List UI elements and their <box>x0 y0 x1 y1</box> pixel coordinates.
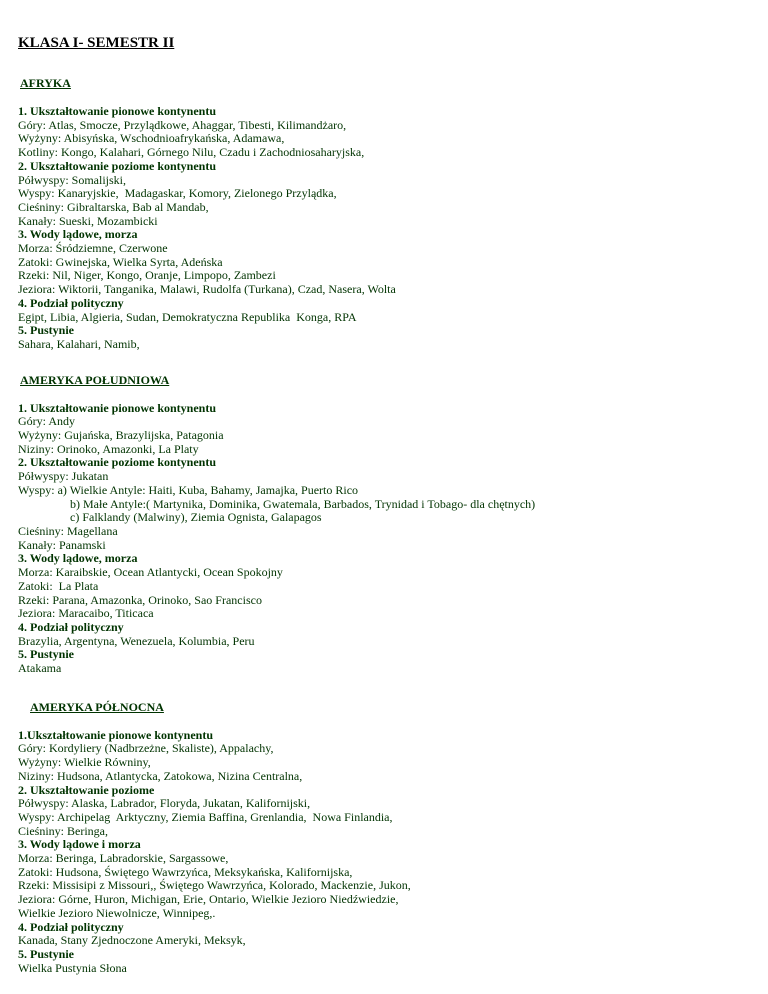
subsection-heading: 2. Ukształtowanie poziome kontynentu <box>18 158 217 173</box>
list-item: Zatoki: Gwinejska, Wielka Syrta, Adeńska <box>18 254 223 269</box>
list-item: Półwyspy: Alaska, Labrador, Floryda, Jukatan, Kalifornijski, <box>18 796 311 811</box>
section-1 <box>18 76 758 352</box>
section-heading: AFRYKA <box>20 76 71 90</box>
list-item: c) Falklandy (Malwiny), Ziemia Ognista, Galapagos <box>70 510 322 525</box>
subsection-heading: 2. Ukształtowanie poziome kontynentu <box>18 455 217 470</box>
list-item: Zatoki: Hudsona, Świętego Wawrzyńca, Meksykańska, Kalifornijska, <box>18 864 353 879</box>
list-item: Kanały: Sueski, Mozambicki <box>18 213 158 228</box>
list-item: Półwyspy: Somalijski, <box>18 172 127 187</box>
list-item: Góry: Kordyliery (Nadbrzeżne, Skaliste), Appalachy, <box>18 741 274 756</box>
list-item: Wielkie Jezioro Niewolnicze, Winnipeg,. <box>18 905 216 920</box>
list-item: Morza: Śródziemne, Czerwone <box>18 241 168 256</box>
subsection-heading: 4. Podział polityczny <box>18 919 124 934</box>
sections-container <box>18 76 758 975</box>
list-item: Półwyspy: Jukatan <box>18 469 109 484</box>
list-item: Wyżyny: Wielkie Równiny, <box>18 755 151 770</box>
list-item: Kotliny: Kongo, Kalahari, Górnego Nilu, Czadu i Zachodniosaharyjska, <box>18 145 365 160</box>
list-item: Wyżyny: Abisyńska, Wschodnioafrykańska, Adamawa, <box>18 131 285 146</box>
list-item: Niziny: Hudsona, Atlantycka, Zatokowa, Nizina Centralna, <box>18 768 303 783</box>
list-item: Morza: Beringa, Labradorskie, Sargassowe, <box>18 851 229 866</box>
list-item: Wyspy: a) Wielkie Antyle: Haiti, Kuba, Bahamy, Jamajka, Puerto Rico <box>18 482 359 497</box>
section-2 <box>18 373 758 676</box>
list-item: Wyspy: Kanaryjskie, Madagaskar, Komory, Zielonego Przylądka, <box>18 186 337 201</box>
subsection-heading: 4. Podział polityczny <box>18 619 124 634</box>
list-item: Kanały: Panamski <box>18 537 106 552</box>
section-heading: AMERYKA POŁUDNIOWA <box>20 372 170 387</box>
list-item: Góry: Andy <box>18 414 75 429</box>
list-item: Morza: Karaibskie, Ocean Atlantycki, Ocean Spokojny <box>18 565 283 580</box>
list-item: Wielka Pustynia Słona <box>18 960 127 975</box>
list-item: Cieśniny: Gibraltarska, Bab al Mandab, <box>18 199 209 214</box>
list-item: Góry: Atlas, Smocze, Przylądkowe, Ahaggar, Tibesti, Kilimandżaro, <box>18 117 347 132</box>
subsection-heading: 4. Podział polityczny <box>18 295 124 310</box>
subsection-heading: 3. Wody lądowe, morza <box>18 227 138 242</box>
list-item: Sahara, Kalahari, Namib, <box>18 336 140 351</box>
list-item: Wyżyny: Gujańska, Brazylijska, Patagonia <box>18 428 224 443</box>
subsection-heading: 1. Ukształtowanie pionowe kontynentu <box>18 400 217 415</box>
list-item: Cieśniny: Magellana <box>18 523 118 538</box>
subsection-heading: 3. Wody lądowe, morza <box>18 551 138 566</box>
subsection-heading: 3. Wody lądowe i morza <box>18 837 141 852</box>
document-page <box>18 34 758 975</box>
section-3 <box>18 700 758 976</box>
section-heading: AMERYKA PÓŁNOCNA <box>30 699 164 714</box>
list-item: Rzeki: Nil, Niger, Kongo, Oranje, Limpopo, Zambezi <box>18 268 276 283</box>
list-item: Wyspy: Archipelag Arktyczny, Ziemia Baffina, Grenlandia, Nowa Finlandia, <box>18 809 393 824</box>
list-item: Jeziora: Maracaibo, Titicaca <box>18 606 154 621</box>
document-title: KLASA I- SEMESTR II <box>18 35 175 51</box>
list-item: Zatoki: La Plata <box>18 578 99 593</box>
list-item: Rzeki: Parana, Amazonka, Orinoko, Sao Francisco <box>18 592 262 607</box>
list-item: Egipt, Libia, Algieria, Sudan, Demokratyczna Republika Konga, RPA <box>18 309 357 324</box>
list-item: Rzeki: Missisipi z Missouri,, Świętego Wawrzyńca, Kolorado, Mackenzie, Jukon, <box>18 878 411 893</box>
list-item: Jeziora: Górne, Huron, Michigan, Erie, Ontario, Wielkie Jezioro Niedźwiedzie, <box>18 892 399 907</box>
list-item: Niziny: Orinoko, Amazonki, La Platy <box>18 441 199 456</box>
subsection-heading: 1. Ukształtowanie pionowe kontynentu <box>18 104 217 118</box>
subsection-heading: 5. Pustynie <box>18 323 75 338</box>
subsection-heading: 1.Ukształtowanie pionowe kontynentu <box>18 727 214 742</box>
list-item: Jeziora: Wiktorii, Tanganika, Malawi, Rudolfa (Turkana), Czad, Nasera, Wolta <box>18 282 396 297</box>
list-item: b) Małe Antyle:( Martynika, Dominika, Gwatemala, Barbados, Trynidad i Tobago- dla chętnych) <box>70 496 536 511</box>
subsection-heading: 5. Pustynie <box>18 647 75 662</box>
subsection-heading: 5. Pustynie <box>18 946 75 961</box>
list-item: Kanada, Stany Zjednoczone Ameryki, Meksyk, <box>18 933 246 948</box>
list-item: Cieśniny: Beringa, <box>18 823 108 838</box>
list-item: Atakama <box>18 661 62 676</box>
subsection-heading: 2. Ukształtowanie poziome <box>18 782 155 797</box>
list-item: Brazylia, Argentyna, Wenezuela, Kolumbia, Peru <box>18 633 255 648</box>
